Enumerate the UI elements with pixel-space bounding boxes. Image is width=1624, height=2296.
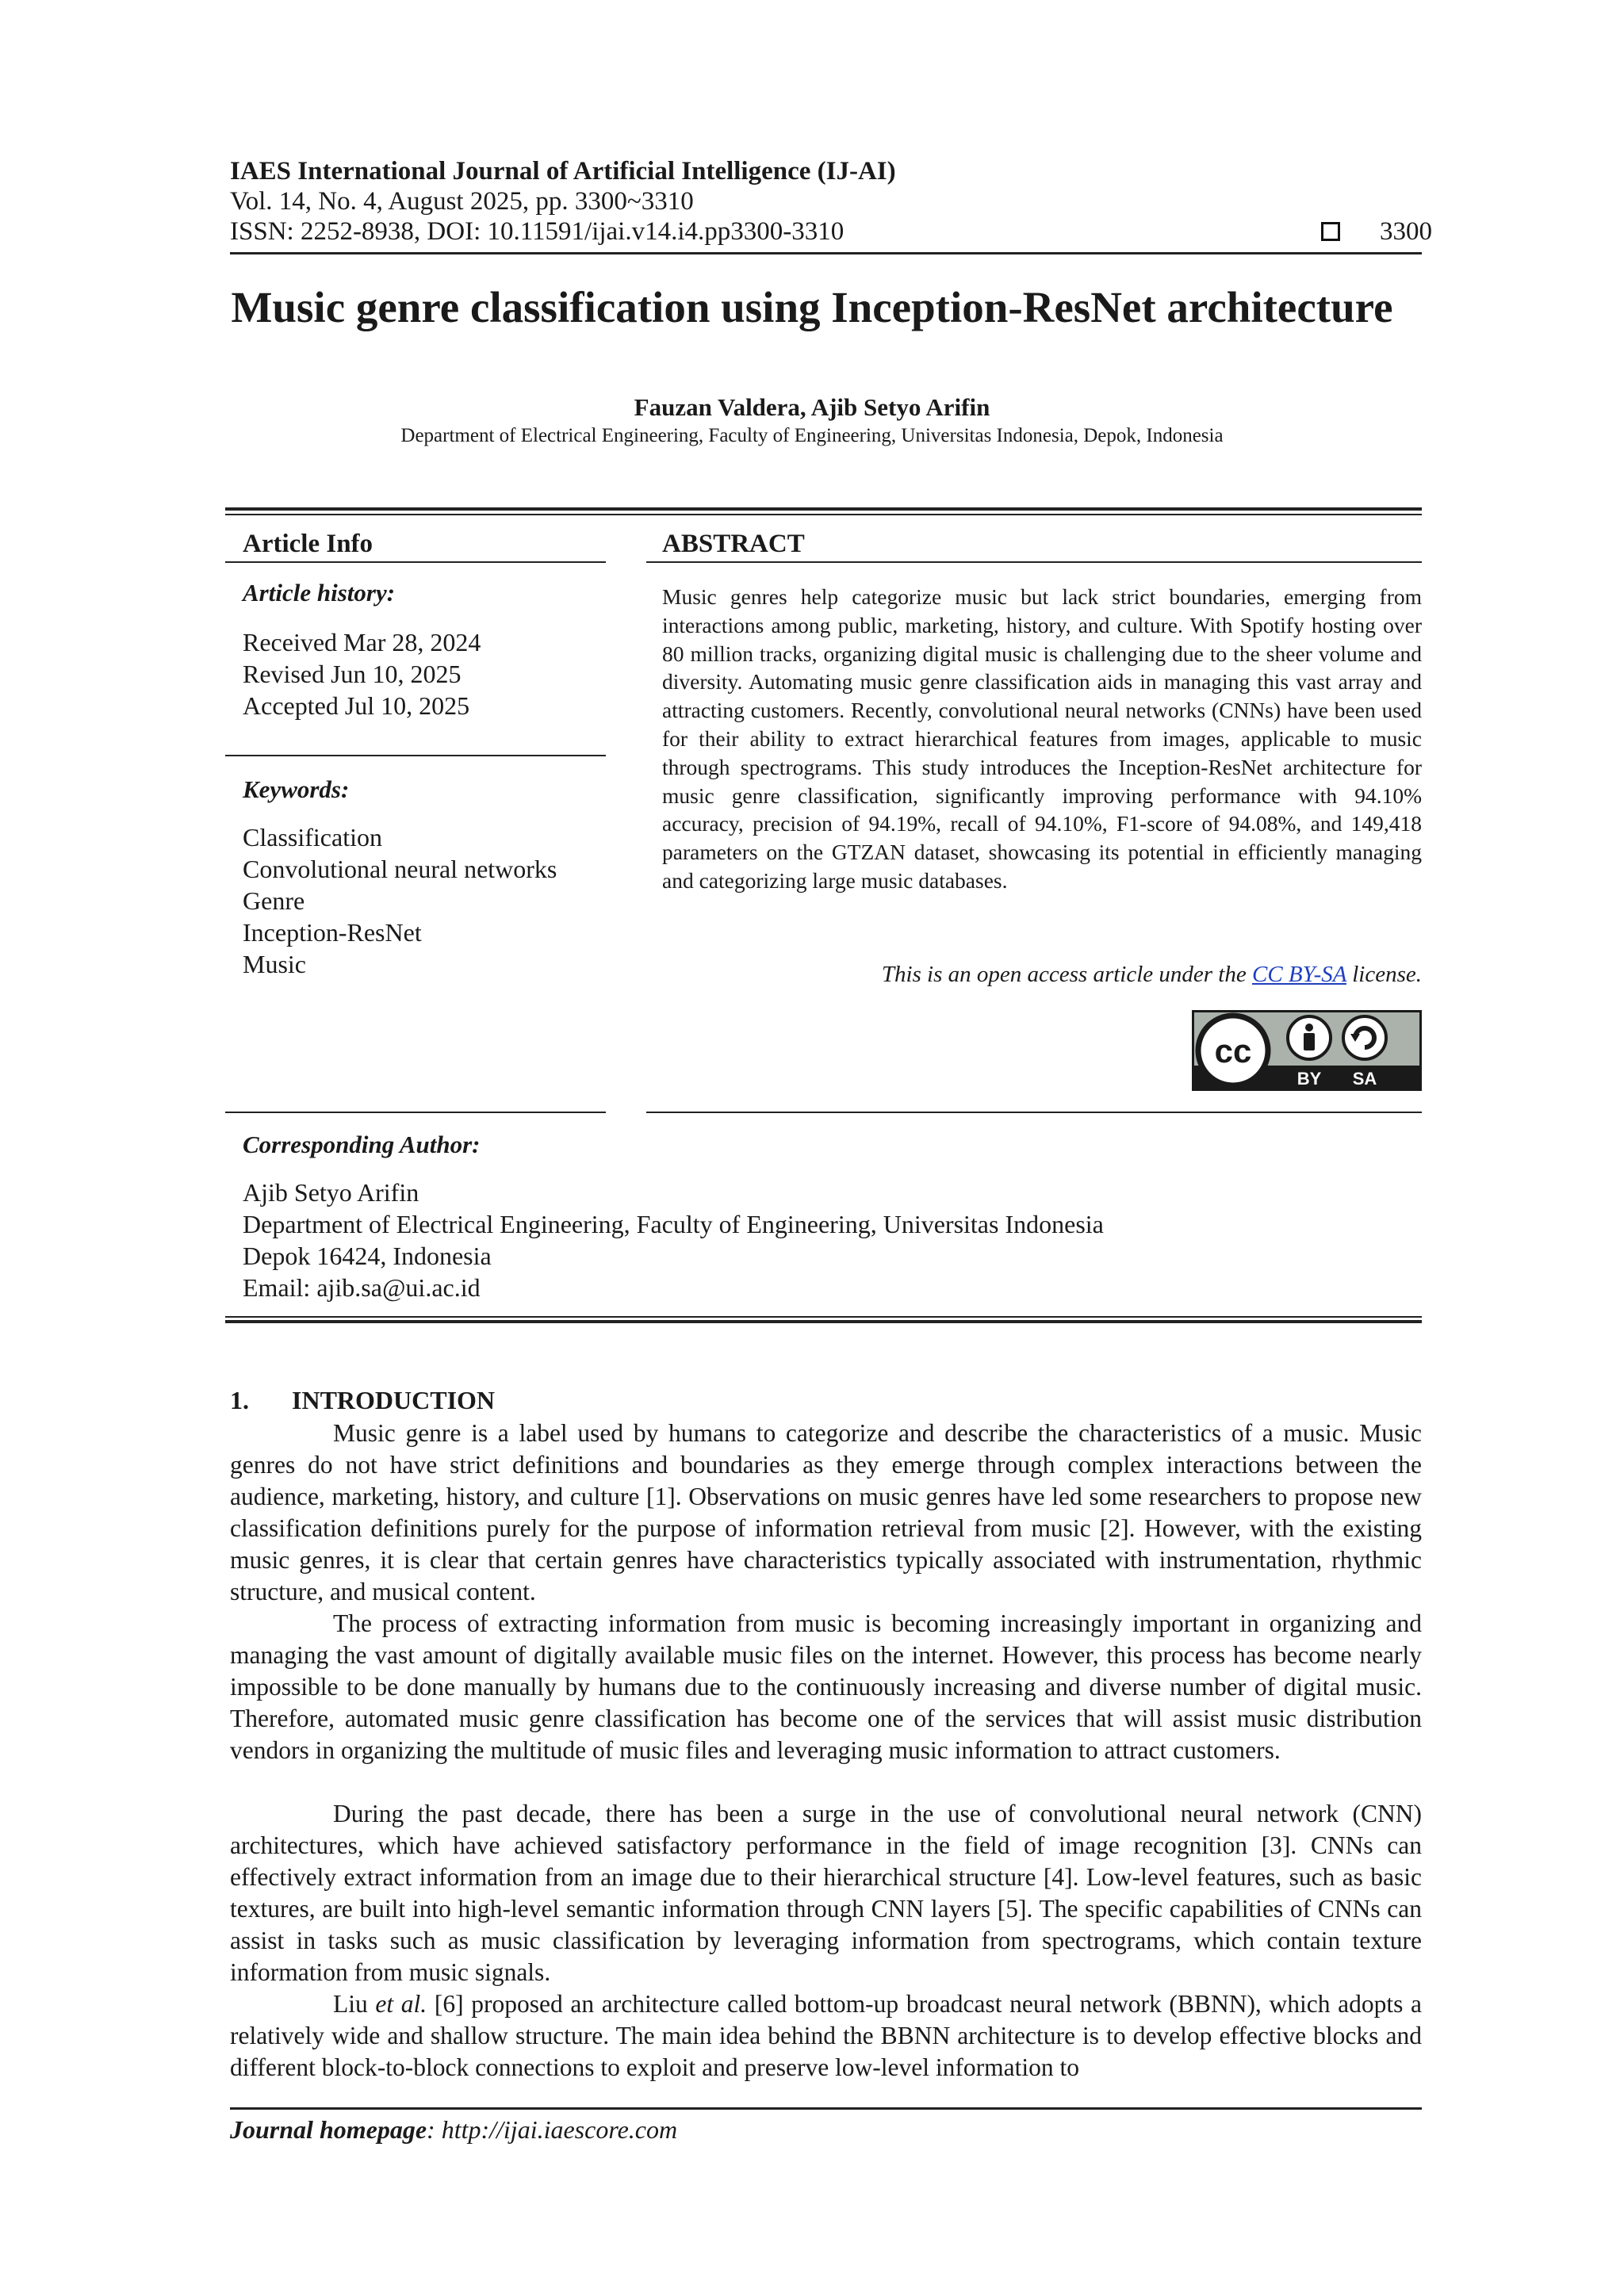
abstract-text: Music genres help categorize music but lack strict boundaries, emerging from interactions among public, marketing, history, and culture. With Spotify hosting over 80 million tracks, organizing digital music is challenging due to the sheer volume and diversity. Automating music genre classification aids in managing this vast array and attracting customers. Recently, convolutional neural networks (CNNs) have been used for their ability to extract hierarchical features from images, applicable to music through spectrograms. This study introduces the Inception-ResNet architecture for music genre classification, significantly improving performance with 94.10% accuracy, precision of 94.19%, recall of 94.10%, F1-score of 94.08%, and 149,418 parameters on the GTZAN dataset, showcasing its potential in efficiently managing and categorizing large music databases. — [662, 584, 1422, 893]
badge-by-label: BY — [1297, 1069, 1322, 1089]
info-box-top-rule — [225, 507, 1422, 511]
license-note — [662, 962, 1422, 988]
keyword-item: Classification — [243, 823, 382, 851]
p4-et-al: et al. — [375, 1990, 427, 2018]
keywords-separator-rule — [225, 755, 606, 756]
keywords-heading: Keywords: — [243, 775, 350, 803]
intro-paragraph: During the past decade, there has been a surge in the use of convolutional neural network (CNN) architectures, which have achieved satisfactory performance in the field of image recognition [3]. CNNs can effectively extract information from an image due to their hierarchical structure [4]. Low-level features, such as basic textures, are built into high-level semantic information through CNN layers [5]. The specific capabilities of CNNs can assist in tasks such as music classification by leveraging information from spectrograms, which contain texture information from music signals. — [230, 1800, 1422, 1986]
journal-homepage — [230, 2115, 677, 2145]
keyword-item: Genre — [243, 886, 305, 915]
keyword-item: Convolutional neural networks — [243, 855, 557, 883]
paper-title: Music genre classification using Inception-ResNet architecture — [231, 283, 1393, 331]
history-revised: Revised Jun 10, 2025 — [243, 660, 462, 688]
svg-text:cc: cc — [1214, 1032, 1252, 1070]
p4-prefix: Liu — [333, 1990, 376, 2018]
affiliation: Department of Electrical Engineering, Faculty of Engineering, Universitas Indonesia, Depok, Indonesia — [400, 425, 1224, 446]
article-info-rule — [225, 561, 606, 563]
footer-rule — [230, 2107, 1422, 2110]
history-accepted: Accepted Jul 10, 2025 — [243, 691, 470, 720]
square-bullet-icon — [1321, 222, 1340, 241]
section-number: 1. — [230, 1386, 249, 1414]
p4-rest: [6] proposed an architecture called bottom-up broadcast neural network (BBNN), which adopts a relatively wide and shallow structure. The main idea behind the BBNN architecture is to develop effective blocks and different block-to-block connections to exploit and preserve low-level information to — [230, 1990, 1422, 2081]
corresponding-department: Department of Electrical Engineering, Faculty of Engineering, Universitas Indonesia — [243, 1210, 1104, 1238]
intro-paragraph: The process of extracting information from music is becoming increasingly important in organizing and managing the vast amount of digitally available music files on the internet. However, this process has become nearly impossible to be done manually by humans due to the continuously increasing and diverse number of digital music. Therefore, automated music genre classification has become one of the services that will assist music distribution vendors in organizing the multitude of music files and leveraging music information to attract customers. — [230, 1609, 1422, 1764]
license-suffix: license. — [1346, 962, 1422, 987]
section-title: INTRODUCTION — [292, 1386, 496, 1414]
sa-share-alike-icon — [1343, 1016, 1386, 1059]
journal-name: IAES International Journal of Artificial Intelligence (IJ-AI) — [230, 157, 896, 186]
section-heading-introduction — [230, 1386, 495, 1415]
corresponding-email: Email: ajib.sa@ui.ac.id — [243, 1273, 481, 1302]
badge-sa-label: SA — [1352, 1069, 1377, 1089]
footer-label: Journal homepage — [230, 2115, 427, 2144]
info-box-bottom-rule — [225, 1316, 1422, 1318]
abstract-rule — [646, 561, 1422, 563]
abstract-heading: ABSTRACT — [662, 530, 805, 558]
corresponding-name: Ajib Setyo Arifin — [243, 1178, 419, 1207]
volume-line: Vol. 14, No. 4, August 2025, pp. 3300~3310 — [230, 187, 694, 216]
article-history-heading: Article history: — [243, 579, 396, 607]
article-info-heading: Article Info — [243, 530, 373, 558]
header-rule — [230, 252, 1422, 254]
info-box-bottom-rule-thick — [225, 1320, 1422, 1323]
info-box-top-rule-thin — [225, 514, 1422, 515]
article-info-bottom-rule — [225, 1112, 606, 1113]
corresponding-author-heading: Corresponding Author: — [243, 1131, 481, 1158]
authors: Fauzan Valdera, Ajib Setyo Arifin — [634, 393, 990, 421]
cc-by-sa-badge-icon[interactable] — [1192, 1010, 1422, 1091]
intro-paragraph — [230, 1988, 1422, 2084]
corresponding-address: Depok 16424, Indonesia — [243, 1242, 492, 1270]
abstract-bottom-rule — [646, 1112, 1422, 1113]
keyword-item: Music — [243, 950, 306, 978]
license-prefix: This is an open access article under the — [881, 962, 1252, 987]
history-received: Received Mar 28, 2024 — [243, 628, 481, 656]
intro-paragraph: Music genre is a label used by humans to categorize and describe the characteristics of a music. Music genres do not have strict definitions and boundaries as they emerge through complex interactions between the audience, marketing, history, and culture [1]. Observations on music genres have led some researchers to propose new classification definitions purely for the purpose of information retrieval from music [2]. However, with the existing music genres, it is clear that certain genres have characteristics typically associated with instrumentation, rhythmic structure, and musical content. — [230, 1419, 1422, 1605]
issn-doi-line: ISSN: 2252-8938, DOI: 10.11591/ijai.v14.i4.pp3300-3310 — [230, 217, 845, 246]
footer-url[interactable]: : http://ijai.iaescore.com — [427, 2115, 678, 2144]
license-link[interactable]: CC BY-SA — [1252, 962, 1346, 987]
keyword-item: Inception-ResNet — [243, 918, 422, 947]
page-number: 3300 — [1380, 217, 1432, 246]
